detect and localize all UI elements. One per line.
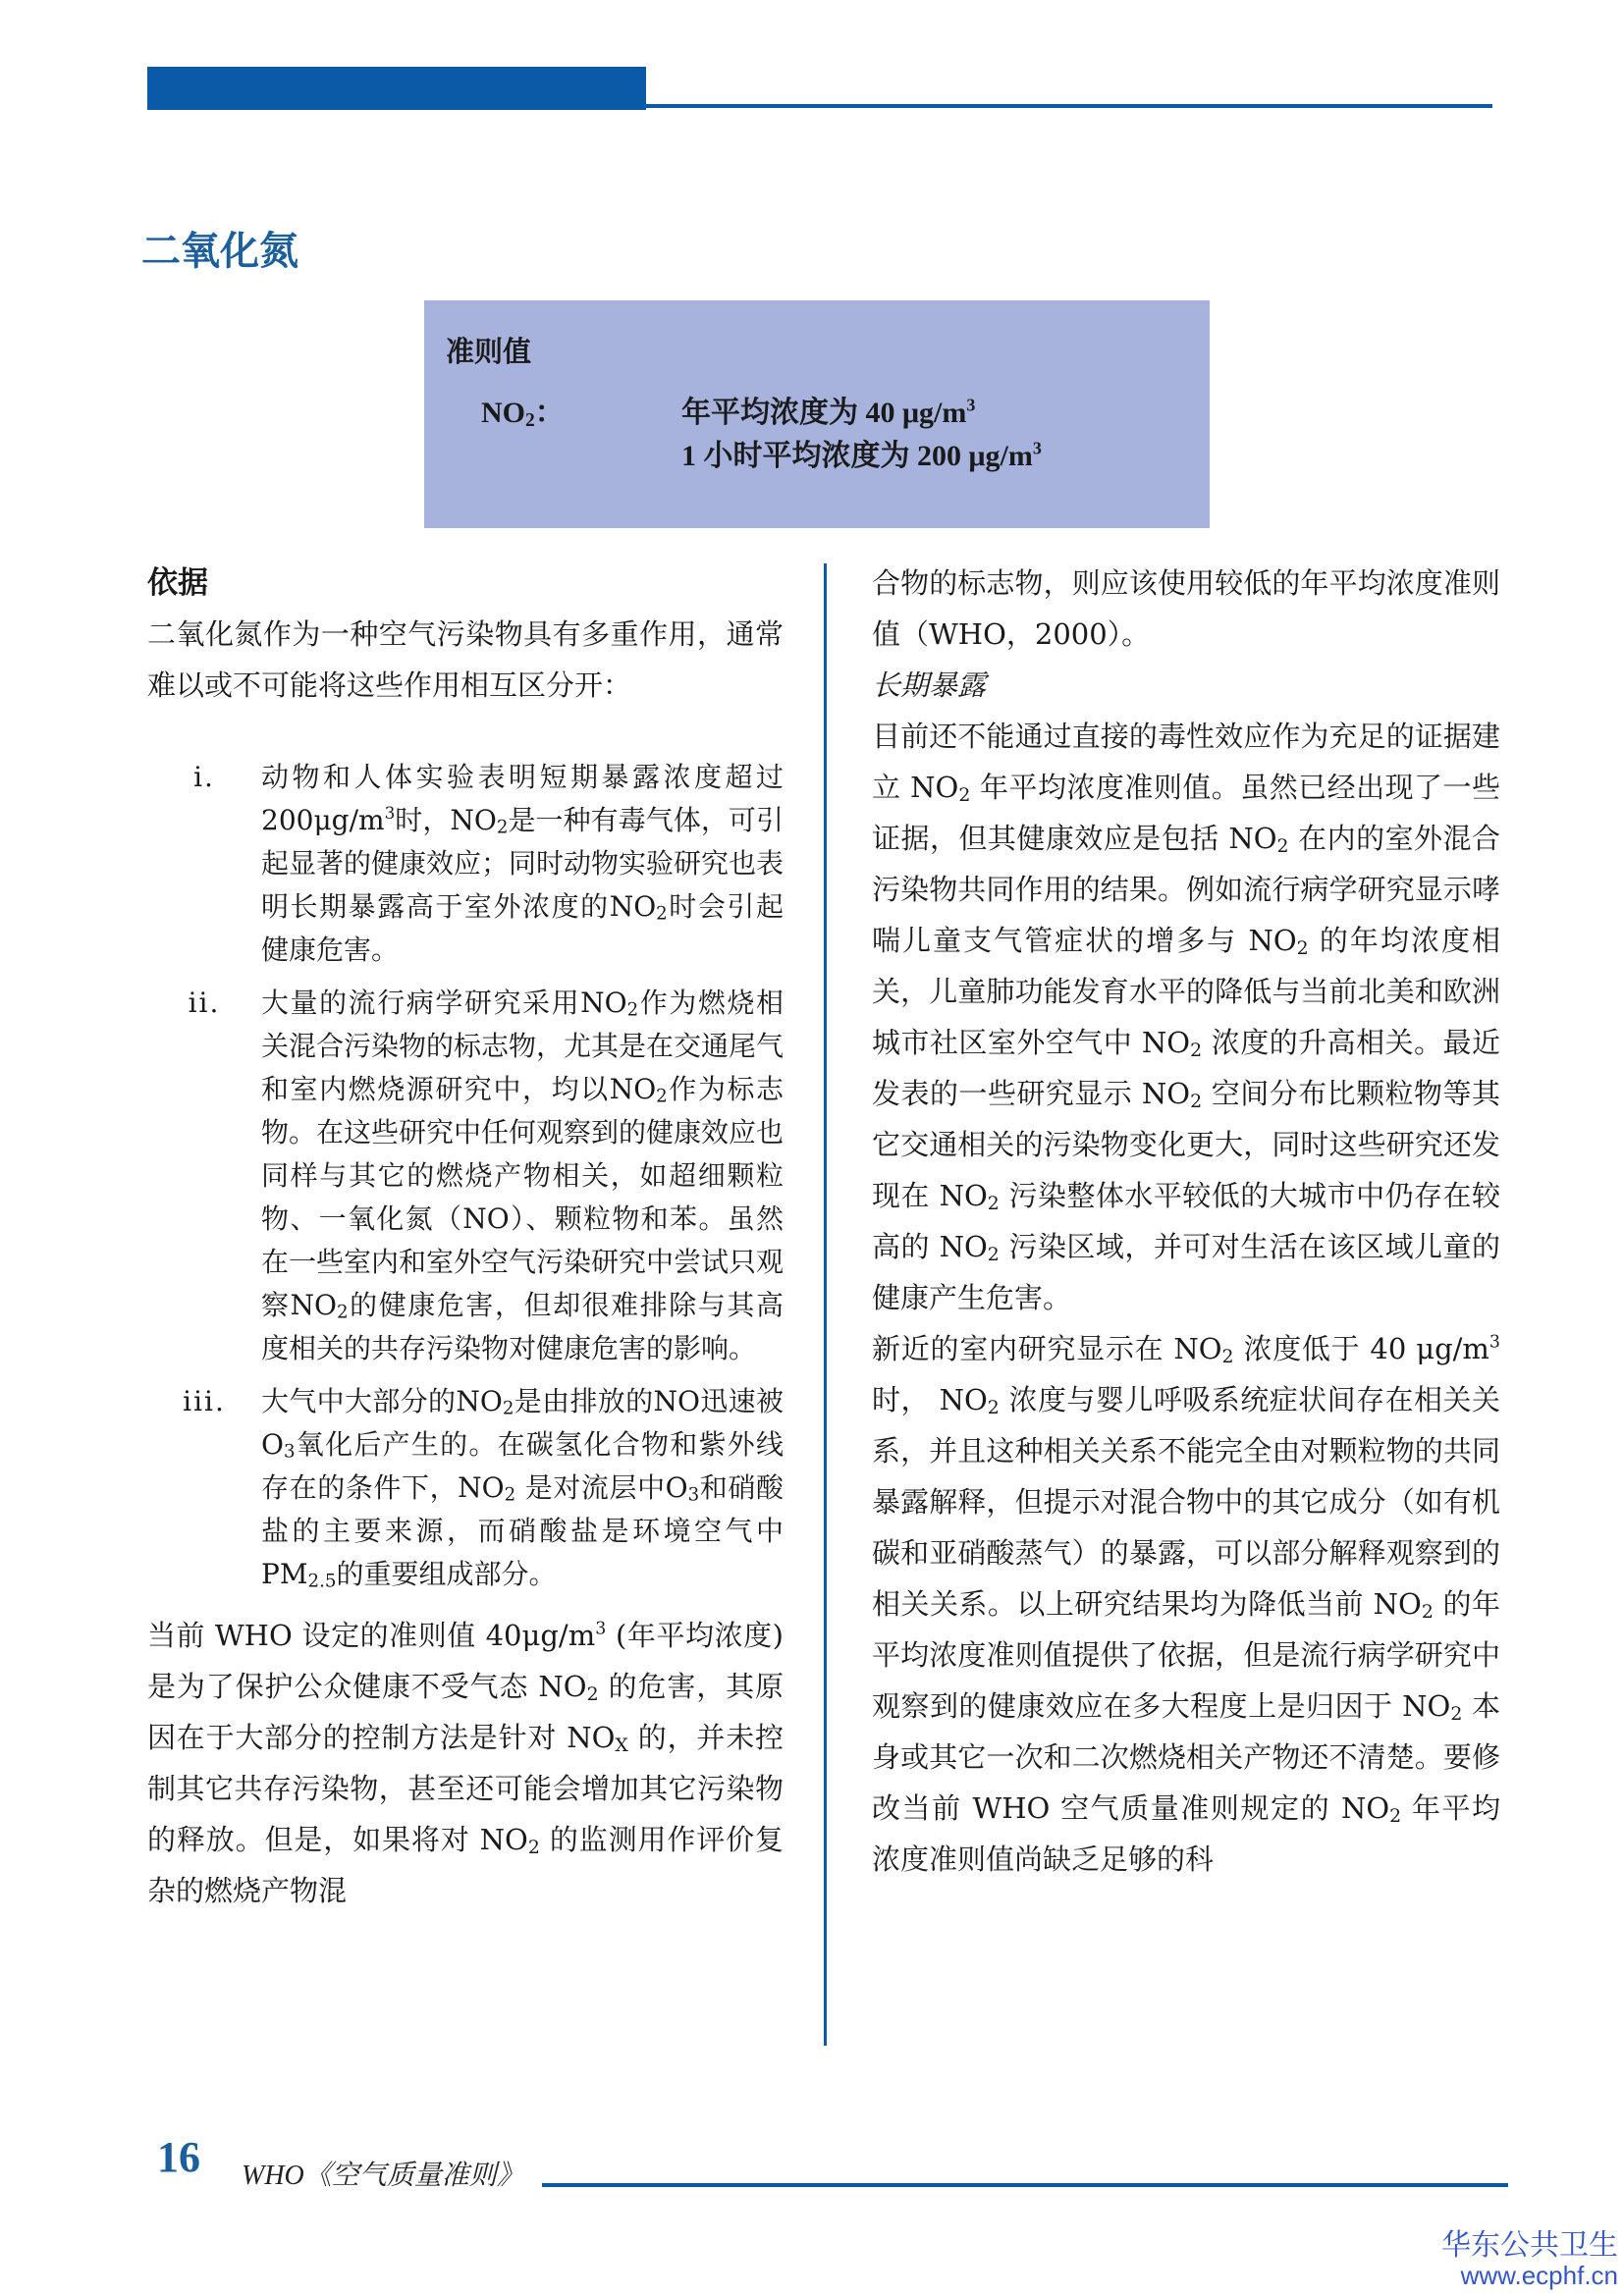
list-item-number: iii. (183, 1385, 226, 1417)
watermark-name: 华东公共卫生 (1441, 2228, 1618, 2263)
list-item (147, 982, 784, 1370)
watermark-url: www.ecphf.cn (1460, 2261, 1618, 2290)
footer-rule (542, 2183, 1508, 2187)
guideline-heading: 准则值 (446, 335, 532, 368)
section-heading-basis: 依据 (147, 565, 208, 601)
subheading-long-term: 长期暴露 (872, 668, 987, 702)
continuation-paragraph: 合物的标志物，则应该使用较低的年平均浓度准则值（WHO，2000）。 (872, 566, 1500, 651)
list-item (147, 1380, 784, 1596)
closing-paragraph: 当前 WHO 设定的准则值 $40\mu g/m^3$ (年平均浓度)是为了保护公众健康不受气态 $NO_2$ 的危害，其原因在于大部分的控制方法是针对 $NO_X$ 的，并未控制其它共存污染物，甚至还可能会增加其它污染物的释放。但是，如果将对 $NO_2$ 的监测用作评价复杂的燃烧产物混 (147, 1619, 785, 1907)
page-number: 16 (157, 2133, 200, 2181)
guideline-values (681, 392, 1042, 478)
left-column (147, 558, 784, 1916)
header-rule (147, 104, 1492, 108)
paragraph-long-term-2: 新近的室内研究显示在 $NO_2$ 浓度低于 40 $\mu g/m^3$ 时， $NO_2$ 浓度与婴儿呼吸系统症状间存在相关关系，并且这种相关关系不能完全由对颗粒物的共同暴露解释，但提示对混合物中的其它成分（如有机碳和亚硝酸蒸气）的暴露，可以部分解释观察到的相关关系。以上研究结果均为降低当前 $NO_2$ 的年平均浓度准则值提供了依据，但是流行病学研究中观察到的健康效应在多大程度上是归因于 $NO_2$ 本身或其它一次和二次燃烧相关产物还不清楚。要修改当前 WHO 空气质量准则规定的 $NO_2$ 年平均浓度准则值尚缺乏足够的科 (872, 1332, 1501, 1876)
list-item (147, 756, 784, 972)
intro-paragraph: 二氧化氮作为一种空气污染物具有多重作用，通常难以或不可能将这些作用相互区分开： (147, 617, 784, 702)
list-item-number: i. (193, 761, 215, 793)
right-column (872, 558, 1500, 1885)
guideline-pollutant: $NO_2$： (481, 397, 565, 431)
guideline-box (424, 300, 1210, 528)
reasons-list (147, 756, 784, 1596)
list-item-text: 大量的流行病学研究采用$NO_2$作为燃烧相关混合污染物的标志物，尤其是在交通尾气和室内燃烧源研究中，均以$NO_2$作为标志物。在这些研究中任何观察到的健康效应也同样与其它的燃烧产物相关，如超细颗粒物、一氧化氮（NO）、颗粒物和苯。虽然在一些室内和室外空气污染研究中尝试只观察$NO_2$的健康危害，但却很难排除与其高度相关的共存污染物对健康危害的影响。 (261, 987, 785, 1364)
guideline-row (446, 392, 1188, 478)
list-item-text: 动物和人体实验表明短期暴露浓度超过$200\mu g/m^3$时，$NO_2$是一种有毒气体，可引起显著的健康效应；同时动物实验研究也表明长期暴露高于室外浓度的$NO_2$时会引起健康危害。 (261, 761, 785, 966)
list-item-number: ii. (188, 987, 221, 1019)
footer-title: WHO《空气质量准则》 (242, 2161, 524, 2191)
list-item-text: 大气中大部分的$NO_2$是由排放的NO迅速被$O_3$氧化后产生的。在碳氢化合物和紫外线存在的条件下，$NO_2$ 是对流层中$O_3$和硝酸盐的主要来源，而硝酸盐是环境空气中$PM_{2.5}$的重要组成部分。 (261, 1385, 784, 1592)
paragraph-long-term-1: 目前还不能通过直接的毒性效应作为充足的证据建立 $NO_2$ 年平均浓度准则值。虽然已经出现了一些证据，但其健康效应是包括 $NO_2$ 在内的室外混合污染物共同作用的结果。例如流行病学研究显示哮喘儿童支气管症状的增多与 $NO_2$ 的年均浓度相关，儿童肺功能发育水平的降低与当前北美和欧洲城市社区室外空气中 $NO_2$ 浓度的升高相关。最近发表的一些研究显示 $NO_2$ 空间分布比颗粒物等其它交通相关的污染物变化更大，同时这些研究还发现在 $NO_2$ 污染整体水平较低的大城市中仍存在较高的 $NO_2$ 污染区域，并可对生活在该区域儿童的健康产生危害。 (872, 720, 1501, 1314)
guideline-value-hourly: 1 小时平均浓度为 200 $\mu g/m^3$ (681, 438, 1042, 472)
page-title: 二氧化氮 (141, 229, 298, 274)
column-divider (824, 563, 827, 2046)
guideline-value-annual: 年平均浓度为 40 $\mu g/m^3$ (681, 395, 976, 429)
